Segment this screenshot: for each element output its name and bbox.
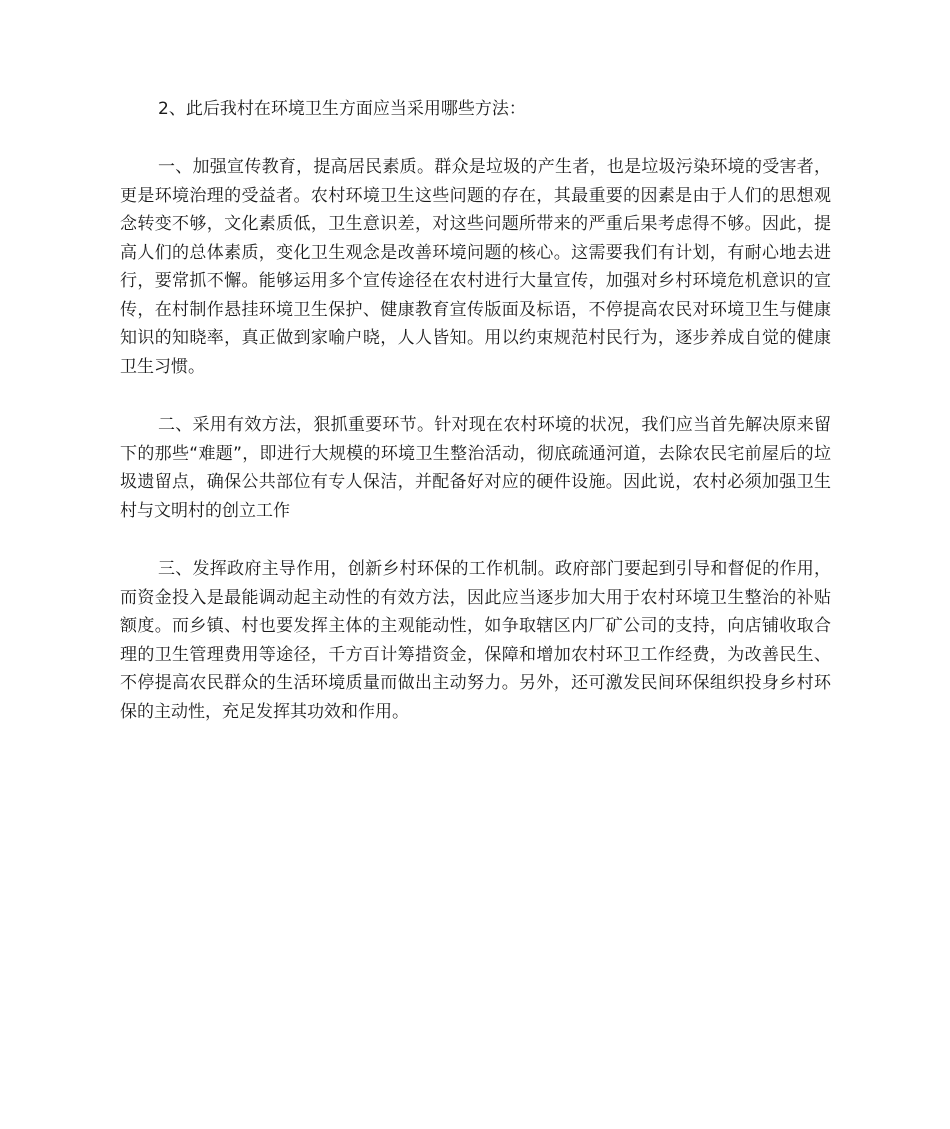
section-heading: 2、此后我村在环境卫生方面应当采用哪些方法： xyxy=(158,99,526,119)
spacer xyxy=(120,525,831,555)
document-body xyxy=(120,95,831,726)
spacer xyxy=(120,123,831,153)
paragraph-publicity-education: 一、加强宣传教育，提高居民素质。群众是垃圾的产生者，也是垃圾污染环境的受害者，更是环境治理的受益者。农村环境卫生这些问题的存在，其最重要的因素是由于人们的思想观念转变不够，文化素质低，卫生意识差，对这些问题所带来的严重后果考虑得不够。因此，提高人们的总体素质，变化卫生观念是改善环境问题的核心。这需要我们有计划，有耐心地去进行，要常抓不懈。能够运用多个宣传途径在农村进行大量宣传，加强对乡村环境危机意识的宣传，在村制作悬挂环境卫生保护、健康教育宣传版面及标语，不停提高农民对环境卫生与健康知识的知晓率，真正做到家喻户晓，人人皆知。用以约束规范村民行为，逐步养成自觉的健康卫生习惯。 xyxy=(120,157,831,377)
paragraph-effective-methods: 二、采用有效方法，狠抓重要环节。针对现在农村环境的状况，我们应当首先解决原来留下的那些“难题”，即进行大规模的环境卫生整治活动，彻底疏通河道，去除农民宅前屋后的垃圾遗留点，确保公共部位有专人保洁，并配备好对应的硬件设施。因此说，农村必须加强卫生村与文明村的创立工作 xyxy=(120,415,831,521)
spacer xyxy=(120,381,831,411)
paragraph-government-role: 三、发挥政府主导作用，创新乡村环保的工作机制。政府部门要起到引导和督促的作用，而资金投入是最能调动起主动性的有效方法，因此应当逐步加大用于农村环境卫生整治的补贴额度。而乡镇、村也要发挥主体的主观能动性，如争取辖区内厂矿公司的支持，向店铺收取合理的卫生管理费用等途径，千方百计筹措资金，保障和增加农村环卫工作经费，为改善民生、不停提高农民群众的生活环境质量而做出主动努力。另外，还可激发民间环保组织投身乡村环保的主动性，充足发挥其功效和作用。 xyxy=(120,559,831,722)
